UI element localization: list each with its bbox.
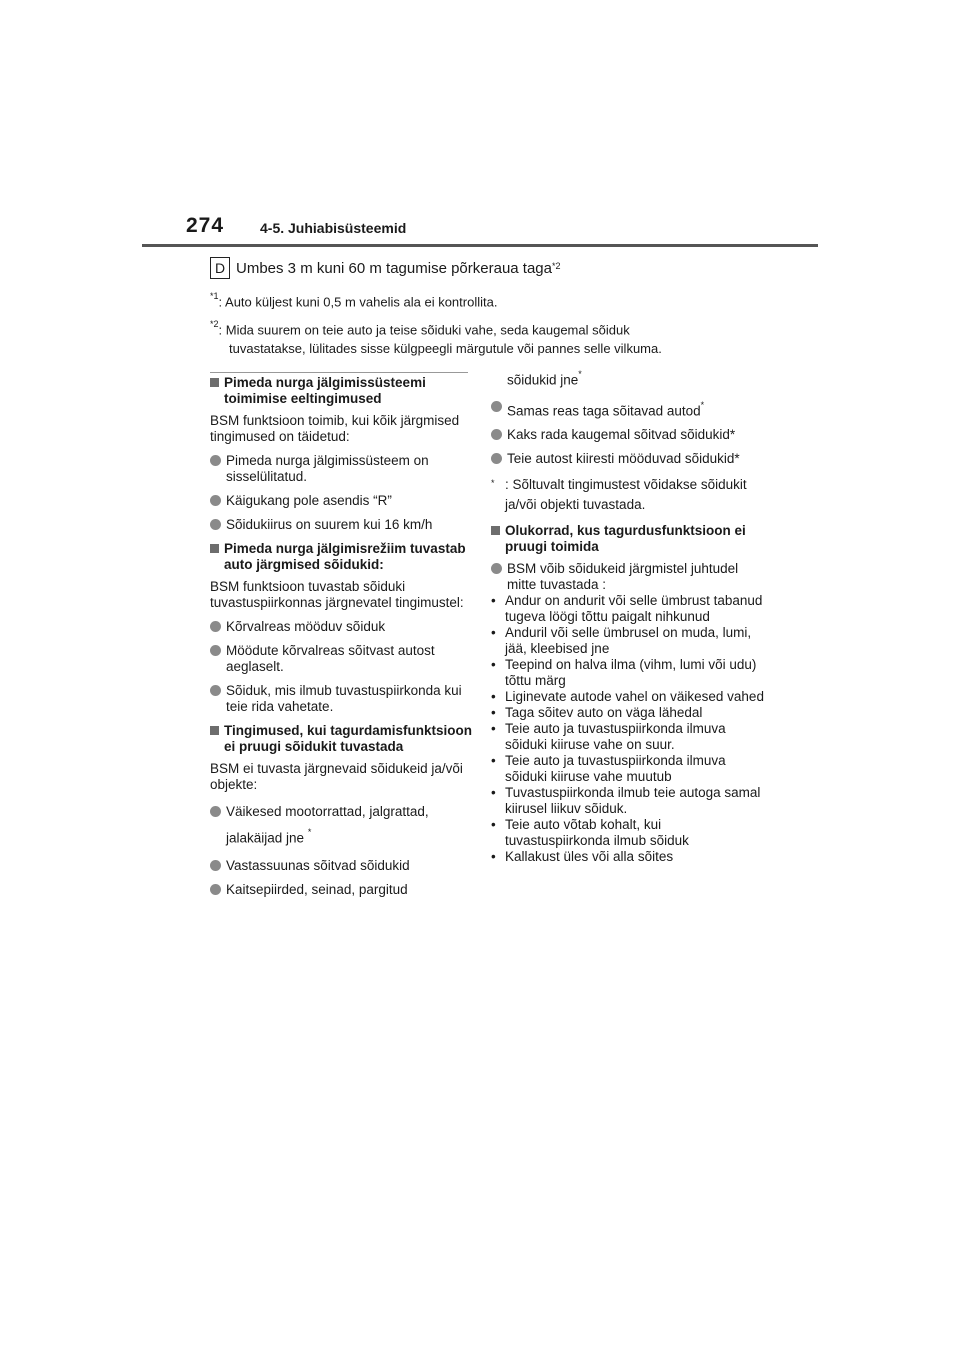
list-item: BSM võib sõidukeid järgmistel juhtudel mitte tuvastada : (491, 561, 766, 593)
footnote-1-text: : Auto küljest kuni 0,5 m vahelis ala ei kontrollita. (218, 294, 498, 310)
list-item: Teie autost kiiresti mööduvad sõidukid* (491, 451, 766, 467)
footnote-1 (210, 289, 770, 311)
heading-detects: Pimeda nurga jälgimisrežiim tuvastab auto järgmised sõidukid: (210, 541, 475, 573)
sub-item: • Kallakust üles või alla sõites (491, 849, 674, 864)
circle-bullet-icon (210, 806, 221, 817)
right-column (491, 369, 766, 865)
sub-item: • Teie auto võtab kohalt, kui tuvastuspiirkonda ilmub sõiduk (491, 817, 689, 848)
footnote-1-mark: *1 (210, 291, 219, 301)
circle-bullet-icon (491, 453, 502, 464)
item-d-sup: *2 (552, 261, 561, 271)
column-rule (210, 372, 468, 373)
sub-item: • Teie auto ja tuvastuspiirkonda ilmuva sõiduki kiiruse vahe on suur. (491, 721, 726, 752)
list-item: Pimeda nurga jälgimissüsteem on sisselülitatud. (210, 453, 475, 485)
circle-bullet-icon (210, 519, 221, 530)
sub-item: • Teepind on halva ilma (vihm, lumi või udu) tõttu märg (491, 657, 757, 688)
square-bullet-icon (210, 544, 219, 553)
circle-bullet-icon (210, 884, 221, 895)
section-title: 4-5. Juhiabisüsteemid (260, 220, 407, 236)
item-d-label: D (210, 257, 230, 279)
sub-item: • Liginevate autode vahel on väikesed vahed (491, 689, 764, 704)
circle-bullet-icon (210, 455, 221, 466)
item-d-block (210, 257, 770, 358)
item-d-text: Umbes 3 m kuni 60 m tagumise põrkeraua taga (236, 259, 552, 277)
paragraph: BSM ei tuvasta järgnevaid sõidukeid ja/või objekte: (210, 761, 463, 792)
square-bullet-icon (491, 526, 500, 535)
list-item: Vastassuunas sõitvad sõidukid (210, 858, 475, 874)
circle-bullet-icon (210, 860, 221, 871)
heading-preconditions: Pimeda nurga jälgimissüsteemi toimimise eeltingimused (210, 375, 475, 407)
list-item: Väikesed mootorrattad, jalgrattad, jalakäijad jne * (210, 801, 475, 850)
heading-not-detected: Tingimused, kui tagurdamisfunktsioon ei pruugi sõidukit tuvastada (210, 723, 475, 755)
paragraph: BSM funktsioon tuvastab sõiduki tuvastuspiirkonnas järgnevatel tingimustel: (210, 579, 464, 610)
heading-may-not-work: Olukorrad, kus tagurdusfunktsioon ei pruugi toimida (491, 523, 766, 555)
footnote-2-cont: tuvastatakse, lülitades sisse külgpeegli märgutule või pannes selle vilkuma. (229, 340, 662, 356)
circle-bullet-icon (210, 621, 221, 632)
circle-bullet-icon (210, 495, 221, 506)
circle-bullet-icon (491, 429, 502, 440)
list-item: Sõidukiirus on suurem kui 16 km/h (210, 517, 475, 533)
sub-item: • Teie auto ja tuvastuspiirkonda ilmuva sõiduki kiiruse vahe muutub (491, 753, 726, 784)
circle-bullet-icon (210, 645, 221, 656)
list-item: Käigukang pole asendis “R” (210, 493, 475, 509)
list-item: Kõrvalreas mööduv sõiduk (210, 619, 475, 635)
list-item: Samas reas taga sõitavad autod* (491, 399, 766, 420)
sub-item: • Anduril või selle ümbrusel on muda, lumi, jää, kleebised jne (491, 625, 752, 656)
footnote-2 (210, 317, 770, 357)
footnote-2-text: : Mida suurem on teie auto ja teise sõiduki vahe, seda kaugemal sõiduk (218, 322, 630, 338)
square-bullet-icon (210, 378, 219, 387)
footnote-note: * : Sõltuvalt tingimustest võidakse sõidukit ja/või objekti tuvastada. (491, 477, 747, 512)
left-column (210, 372, 475, 906)
circle-bullet-icon (491, 401, 502, 412)
sub-list (491, 593, 766, 865)
sub-item: • Andur on andurit või selle ümbrust tabanud tugeva löögi tõttu paigalt nihkunud (491, 593, 763, 624)
list-item: Sõiduk, mis ilmub tuvastuspiirkonda kui teie rida vahetate. (210, 683, 475, 715)
footnote-2-mark: *2 (210, 319, 219, 330)
sub-item: • Taga sõitev auto on väga lähedal (491, 705, 703, 720)
circle-bullet-icon (491, 563, 502, 574)
square-bullet-icon (210, 726, 219, 735)
paragraph: BSM funktsioon toimib, kui kõik järgmised tingimused on täidetud: (210, 413, 460, 444)
list-item: Kaks rada kaugemal sõitvad sõidukid* (491, 427, 766, 443)
list-item-continuation: sõidukid jne* (507, 369, 582, 388)
list-item: Kaitsepiirded, seinad, pargitud (210, 882, 475, 898)
sub-item: • Tuvastuspiirkonda ilmub teie autoga samal kiirusel liikuv sõiduk. (491, 785, 761, 816)
item-d-line (210, 257, 770, 279)
circle-bullet-icon (210, 685, 221, 696)
list-item: Möödute kõrvalreas sõitvast autost aeglaselt. (210, 643, 475, 675)
header-rule (142, 244, 818, 247)
page-number: 274 (186, 214, 225, 237)
